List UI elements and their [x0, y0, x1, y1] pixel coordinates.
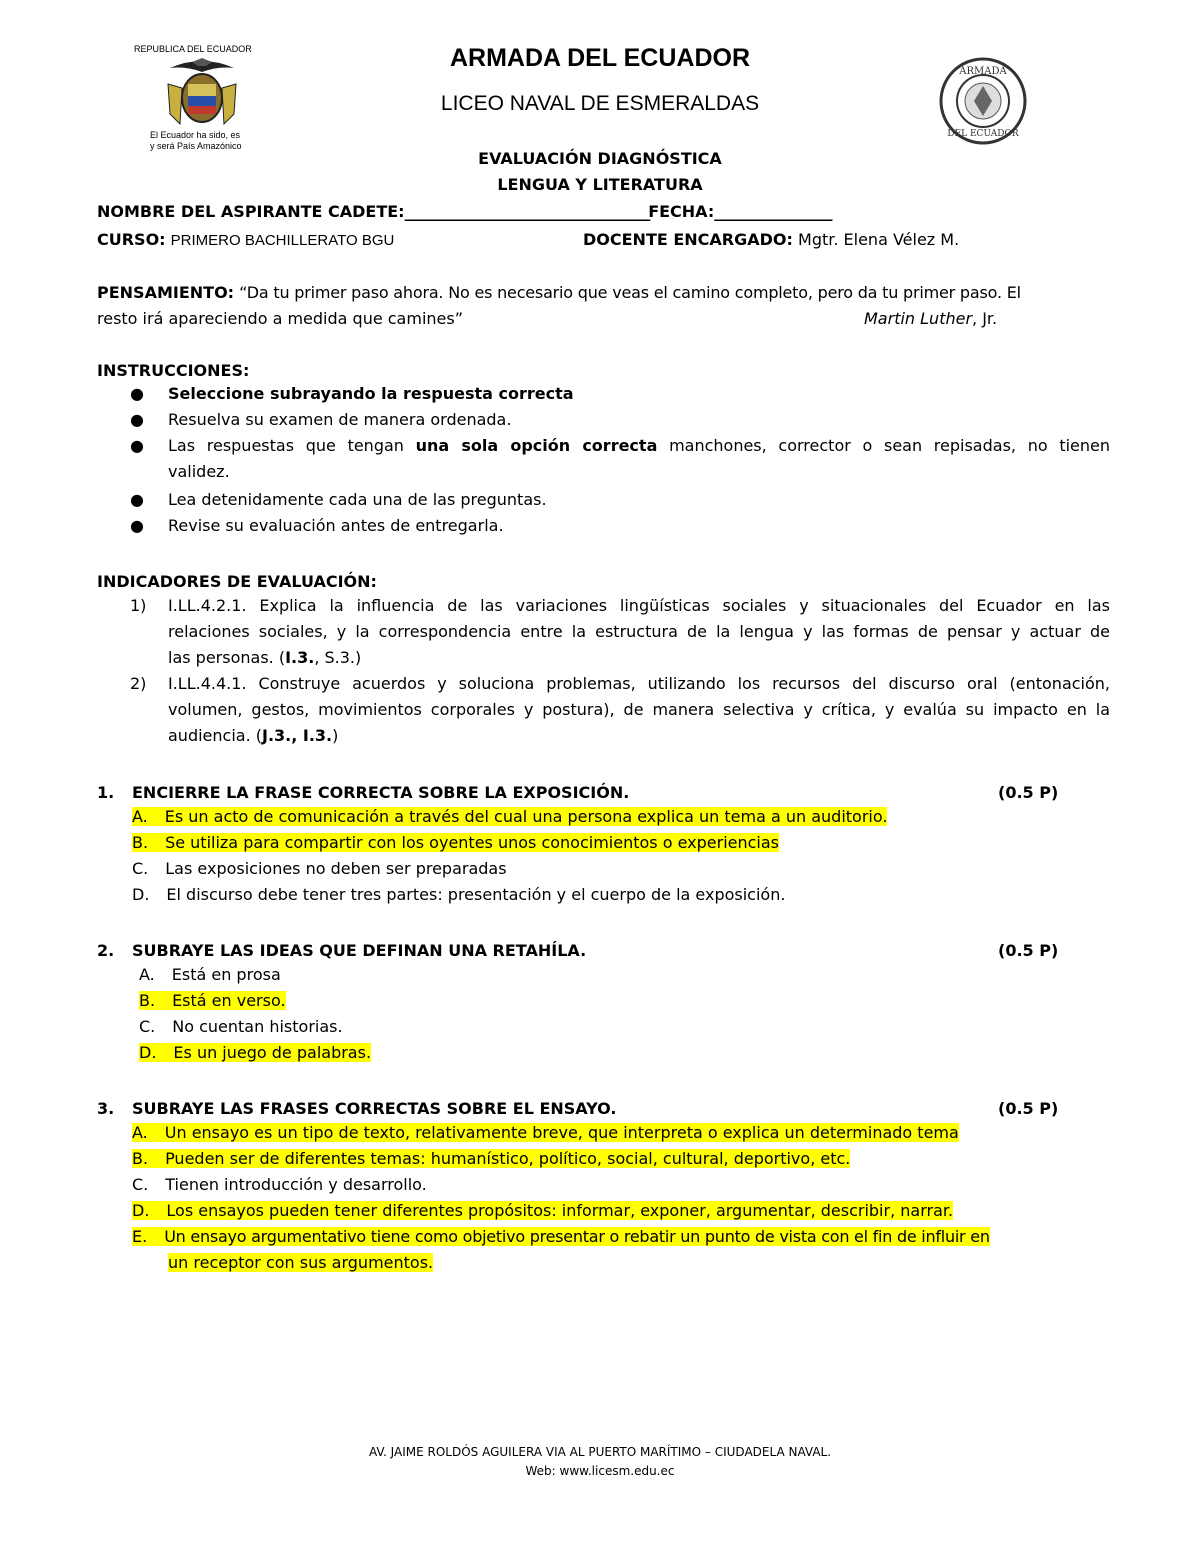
indicator-text: ) [332, 726, 339, 745]
instruction-text-a: Las respuestas que tengan [168, 436, 416, 455]
instruction-text: Revise su evaluación antes de entregarla. [168, 516, 504, 535]
question-1 [97, 780, 630, 806]
option-letter: E. [132, 1227, 148, 1246]
option-text: Se utiliza para compartir con los oyentes unos conocimientos o experiencias [165, 833, 780, 852]
indicator-number: 2) [130, 674, 147, 693]
instruction-text: validez. [168, 462, 230, 481]
option-text: Pueden ser de diferentes temas: humanístico, político, social, cultural, deportivo, etc. [165, 1149, 851, 1168]
seal-text-top: ARMADA [959, 66, 1007, 77]
institution-title: ARMADA DEL ECUADOR [450, 44, 750, 72]
indicator-number: 1) [130, 596, 147, 615]
instruction-text [168, 436, 1110, 455]
question-number: 1. [97, 783, 115, 802]
bullet-icon: ● [130, 384, 144, 403]
instruction-text: Resuelva su examen de manera ordenada. [168, 410, 512, 429]
question-2-points: (0.5 P) [998, 941, 1059, 960]
indicator-text: relaciones sociales, y la correspondencia entre la estructura de la lengua y las formas de pensar y actuar de [168, 622, 1110, 641]
teacher-value: Mgtr. Elena Vélez M. [798, 230, 960, 249]
option-letter: B. [132, 1149, 149, 1168]
name-label: NOMBRE DEL ASPIRANTE CADETE: [97, 202, 405, 221]
thought-line-2: resto irá apareciendo a medida que camines” [97, 309, 463, 328]
option-text: Está en verso. [172, 991, 286, 1010]
indicator-ref: I.3. [285, 648, 315, 667]
coat-motto-line-1: El Ecuador ha sido, es [150, 130, 241, 140]
option-text: Un ensayo argumentativo tiene como objetivo presentar o rebatir un punto de vista con el fin de influir en [164, 1227, 990, 1246]
option-text: Un ensayo es un tipo de texto, relativamente breve, que interpreta o explica un determinado tema [164, 1123, 959, 1142]
teacher-label: DOCENTE ENCARGADO: [583, 230, 793, 249]
coat-of-arms [132, 44, 272, 154]
instruction-text: Lea detenidamente cada una de las preguntas. [168, 490, 547, 509]
question-2 [97, 938, 587, 964]
indicator-text: I.LL.4.4.1. Construye acuerdos y soluciona problemas, utilizando los recursos del discurso oral (entonación, [168, 674, 1110, 693]
date-label: FECHA: [648, 202, 715, 221]
teacher-line [583, 227, 959, 253]
footer-address: AV. JAIME ROLDÓS AGUILERA VIA AL PUERTO MARÍTIMO – CIUDADELA NAVAL. [368, 1445, 832, 1459]
coat-motto [150, 130, 242, 152]
option-letter: B. [139, 991, 156, 1010]
option-text: Está en prosa [171, 965, 281, 984]
question-text: SUBRAYE LAS FRASES CORRECTAS SOBRE EL ENSAYO. [132, 1099, 617, 1118]
indicator-item-cont [130, 622, 1110, 641]
option-d[interactable] [139, 1043, 371, 1062]
option-text: un receptor con sus argumentos. [168, 1253, 434, 1272]
option-letter: A. [132, 1123, 148, 1142]
option-b[interactable] [132, 833, 779, 852]
option-d[interactable] [132, 885, 785, 904]
option-letter: A. [139, 965, 155, 984]
question-number: 3. [97, 1099, 115, 1118]
coat-motto-line-2: y será País Amazónico [150, 141, 242, 151]
question-text: ENCIERRE LA FRASE CORRECTA SOBRE LA EXPOSICIÓN. [132, 783, 630, 802]
coat-of-arms-icon [162, 54, 242, 130]
bullet-icon: ● [130, 436, 144, 455]
instruction-item [130, 436, 1110, 455]
option-e[interactable] [132, 1227, 990, 1246]
school-title: LICEO NAVAL DE ESMERALDAS [440, 92, 760, 115]
name-line [97, 199, 830, 225]
option-letter: A. [132, 807, 148, 826]
instruction-text-b: una sola opción correcta [415, 436, 658, 455]
option-b[interactable] [132, 1149, 850, 1168]
thought-author-suffix: , Jr. [972, 309, 998, 328]
bullet-icon: ● [130, 516, 144, 535]
indicator-item [130, 674, 1110, 693]
option-text: Los ensayos pueden tener diferentes propósitos: informar, exponer, argumentar, describir, narrar. [166, 1201, 954, 1220]
option-text: No cuentan historias. [172, 1017, 343, 1036]
option-letter: C. [132, 1175, 149, 1194]
instruction-item [130, 410, 511, 429]
indicator-text: , S.3.) [314, 648, 362, 667]
naval-seal-icon [938, 56, 1028, 146]
instructions-title: INSTRUCCIONES: [97, 361, 250, 380]
indicators-title: INDICADORES DE EVALUACIÓN: [97, 572, 377, 591]
option-e-cont [168, 1253, 433, 1272]
option-a[interactable] [139, 965, 281, 984]
option-letter: B. [132, 833, 149, 852]
question-1-points: (0.5 P) [998, 783, 1059, 802]
indicator-item-cont [130, 726, 338, 745]
naval-seal [938, 56, 1028, 150]
instruction-item [130, 490, 547, 509]
option-text: El discurso debe tener tres partes: presentación y el cuerpo de la exposición. [166, 885, 786, 904]
subject-title: LENGUA Y LITERATURA [497, 175, 703, 194]
option-text: Es un juego de palabras. [173, 1043, 372, 1062]
indicator-text: audiencia. ( [168, 726, 262, 745]
instruction-text: Seleccione subrayando la respuesta correcta [168, 384, 574, 403]
instruction-item-cont [130, 462, 230, 481]
option-text: Las exposiciones no deben ser preparadas [165, 859, 507, 878]
exam-title: EVALUACIÓN DIAGNÓSTICA [478, 149, 722, 168]
footer-web[interactable]: Web: www.licesm.edu.ec [525, 1464, 675, 1478]
option-text: Es un acto de comunicación a través del cual una persona explica un tema a un auditorio. [164, 807, 888, 826]
bullet-icon: ● [130, 410, 144, 429]
thought-label: PENSAMIENTO: [97, 283, 235, 302]
option-letter: C. [132, 859, 149, 878]
question-number: 2. [97, 941, 115, 960]
bullet-icon: ● [130, 490, 144, 509]
option-b[interactable] [139, 991, 286, 1010]
course-line [97, 227, 394, 254]
indicator-ref: J.3., I.3. [262, 726, 333, 745]
question-3 [97, 1096, 617, 1122]
option-letter: D. [132, 885, 150, 904]
option-c[interactable] [132, 1175, 427, 1194]
indicator-text: las personas. ( [168, 648, 286, 667]
thought-author-name: Martin Luther [864, 309, 973, 328]
course-label: CURSO: [97, 230, 166, 249]
option-c[interactable] [139, 1017, 343, 1036]
date-blank[interactable]: ____________________ [714, 202, 831, 221]
coat-caption: REPUBLICA DEL ECUADOR [134, 44, 252, 54]
seal-text-bottom: DEL ECUADOR [947, 129, 1019, 139]
indicator-item [130, 596, 1110, 615]
option-a[interactable] [132, 807, 887, 826]
indicator-item-cont [130, 700, 1110, 719]
thought-author [864, 306, 997, 332]
question-3-points: (0.5 P) [998, 1099, 1059, 1118]
indicator-text: I.LL.4.2.1. Explica la influencia de las variaciones lingüísticas sociales y situacionales del Ecuador en las [168, 596, 1110, 615]
option-letter: D. [139, 1043, 157, 1062]
name-blank[interactable]: __________________________________________ [404, 202, 649, 221]
option-text: Tienen introducción y desarrollo. [165, 1175, 427, 1194]
instruction-item [130, 384, 574, 403]
thought-line-1 [97, 280, 1110, 306]
thought-text-1: “Da tu primer paso ahora. No es necesario que veas el camino completo, pero da tu primer paso. El [239, 283, 1021, 302]
question-text: SUBRAYE LAS IDEAS QUE DEFINAN UNA RETAHÍLA. [132, 941, 587, 960]
option-a[interactable] [132, 1123, 959, 1142]
course-value: PRIMERO BACHILLERATO BGU [170, 232, 395, 249]
option-letter: D. [132, 1201, 150, 1220]
option-c[interactable] [132, 859, 507, 878]
instruction-text-c: manchones, corrector o sean repisadas, no tienen [657, 436, 1111, 455]
indicator-item-cont [130, 648, 361, 667]
option-d[interactable] [132, 1201, 953, 1220]
instruction-item [130, 516, 504, 535]
option-letter: C. [139, 1017, 156, 1036]
indicator-text: volumen, gestos, movimientos corporales y postura), de manera selectiva y crítica, y evalúa su impacto en la [168, 700, 1110, 719]
